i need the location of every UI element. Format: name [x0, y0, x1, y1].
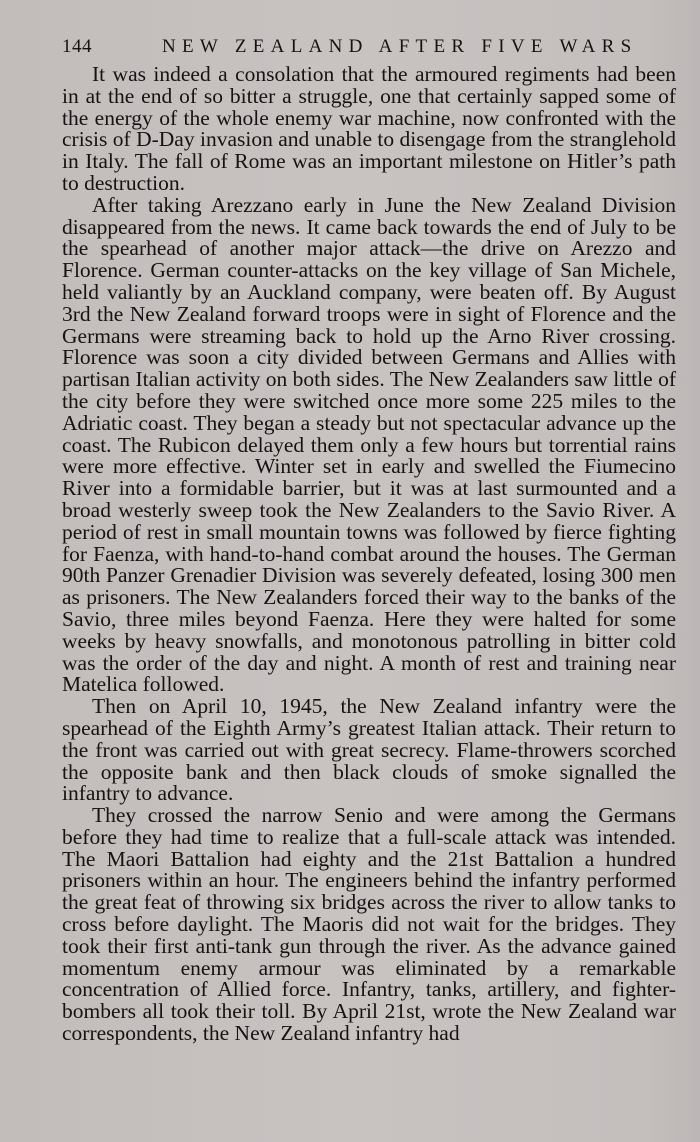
page-number: 144 — [62, 36, 92, 57]
paragraph-april-attack: Then on April 10, 1945, the New Zealand infantry were the spearhead of the Eighth Army’s greatest Italian attack. Their return to the front was carried out with great secrecy. Flame-throwers scorched the opposite bank and then black clouds of smoke signalled the infantry to advance. — [62, 694, 676, 806]
page-header — [62, 36, 674, 60]
paragraph-armoured-regiments: It was indeed a consolation that the armoured regiments had been in at the end of so bitter a struggle, one that certainly sapped some of the energy of the whole enemy war machine, now confronted with the crisis of D-Day invasion and unable to disengage from the stranglehold in Italy. The fall of Rome was an important milestone on Hitler’s path to destruction. — [62, 62, 676, 195]
paragraph-florence-advance: After taking Arezzano early in June the New Zealand Division disappeared from the news. It came back towards the end of July to be the spearhead of another major attack—the drive on Arezzo and Florence. German counter-attacks on the key village of San Michele, held valiantly by an Auckland company, were beaten off. By August 3rd the New Zealand forward troops were in sight of Florence and the Germans were streaming back to hold up the Arno River crossing. Florence was soon a city divided between Germans and Allies with partisan Italian activity on both sides. The New Zealanders saw little of the city before they were switched once more some 225 miles to the Adriatic coast. They began a steady but not spectacular advance up the coast. The Rubicon delayed them only a few hours but torrential rains were more effective. Winter set in early and swelled the Fiumecino River into a formidable barrier, but it was at last surmounted and a broad westerly sweep took the New Zealanders to the Savio River. A period of rest in small mountain towns was followed by fierce fighting for Faenza, with hand-to-hand combat around the houses. The German 90th Panzer Grenadier Division was severely defeated, losing 300 men as prisoners. The New Zealanders forced their way to the banks of the Savio, three miles beyond Faenza. Here they were halted for some weeks by heavy snowfalls, and monotonous patrolling in bitter cold was the order of the day and night. A month of rest and training near Matelica followed. — [62, 192, 676, 697]
body-text — [62, 64, 676, 1045]
paragraph-senio-crossing: They crossed the narrow Senio and were among the Germans before they had time to realize that a full-scale attack was intended. The Maori Battalion had eighty and the 21st Battalion a hundred prisoners within an hour. The engineers behind the infantry performed the great feat of throwing six bridges across the river to allow tanks to cross before daylight. The Maoris did not wait for the bridges. They took their first anti-tank gun through the river. As the advance gained momentum enemy armour was eliminated by a remarkable concentration of Allied force. Infantry, tanks, artillery, and fighter-bombers all took their toll. By April 21st, wrote the New Zealand war correspondents, the New Zealand infantry had — [62, 803, 676, 1046]
running-title: NEW ZEALAND AFTER FIVE WARS — [162, 36, 638, 57]
